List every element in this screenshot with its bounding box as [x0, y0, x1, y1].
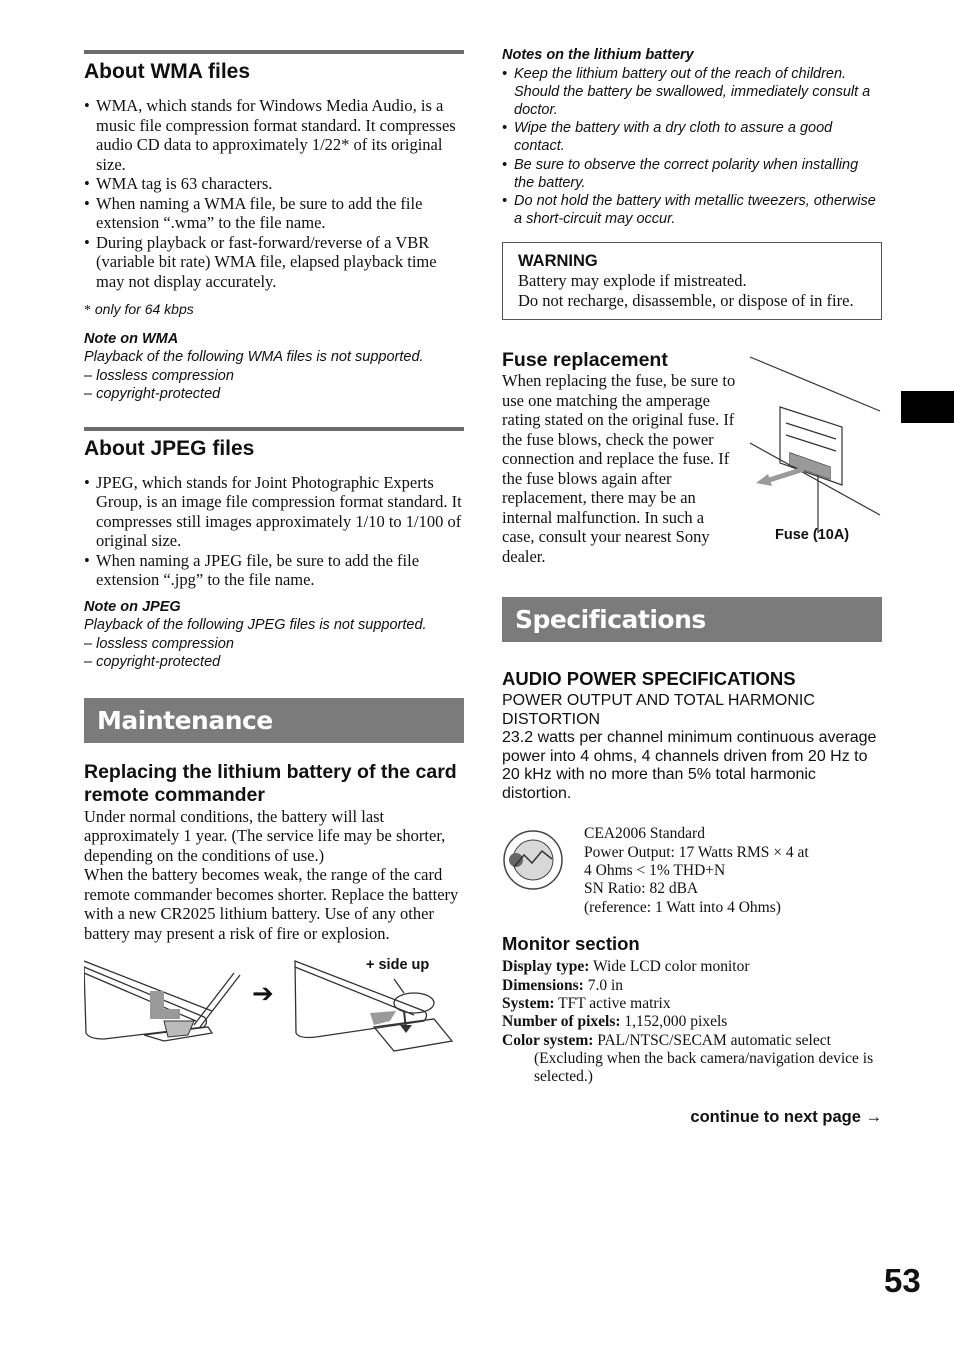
list-item: • Keep the lithium battery out of the reach of children. Should the battery be swallowed, immediately consult a doctor. [502, 65, 882, 120]
note-line: Playback of the following JPEG files is not supported. [84, 617, 427, 633]
cea-block [502, 825, 882, 916]
note-line: – copyright-protected [84, 654, 221, 670]
cea-line: (reference: 1 Watt into 4 Ohms) [584, 898, 781, 916]
spec-label: Number of pixels: [502, 1013, 621, 1031]
battery-illustration [84, 955, 464, 1075]
warning-title: WARNING [518, 252, 598, 271]
battery-paragraph: Under normal conditions, the battery will last approximately 1 year. (The service life may be shorter, depending on the conditions of use.) [84, 806, 446, 865]
list-item: • When naming a WMA file, be sure to add the file extension “.wma” to the file name. [84, 194, 464, 233]
wma-bullet-list [84, 96, 464, 291]
cea-text [584, 825, 809, 916]
fuse-text: When replacing the fuse, be sure to use one matching the amperage rating stated on the original fuse. If the fuse blows, check the power connection and replace the fuse. If the fuse blows again after replacement, there may be an internal malfunction. In such a case, consult your nearest Sony dealer. [502, 371, 736, 566]
spec-row [502, 995, 882, 1013]
jpeg-bullet-list [84, 473, 464, 590]
list-item: • During playback or fast-forward/reverse of a VBR (variable bit rate) WMA file, elapsed playback time may not display accurately. [84, 233, 464, 292]
arrow-right-icon: ➔ [252, 979, 274, 1009]
side-up-label: + side up [366, 957, 430, 973]
lithium-notes [502, 46, 882, 228]
spec-row [502, 977, 882, 995]
spec-note: (Excluding when the back camera/navigation device is selected.) [534, 1049, 874, 1086]
audio-subheading: POWER OUTPUT AND TOTAL HARMONIC DISTORTION [502, 692, 815, 728]
jpeg-heading: About JPEG files [84, 436, 255, 460]
spec-row [502, 1013, 882, 1031]
spec-row [502, 1032, 882, 1050]
spec-value: 7.0 in [583, 976, 624, 994]
spec-row [502, 958, 882, 976]
section-rule [84, 427, 464, 431]
list-item: • WMA, which stands for Windows Media Audio, is a music file compression format standard. It compresses audio CD data to approximately 1/22* of its original size. [84, 96, 464, 174]
note-line: – lossless compression [84, 635, 234, 652]
section-thumb-tab [901, 391, 954, 423]
page-number: 53 [884, 1262, 921, 1299]
notes-title: Notes on the lithium battery [502, 47, 694, 63]
note-title: Note on JPEG [84, 598, 181, 615]
list-item: • WMA tag is 63 characters. [84, 174, 464, 194]
list-item: • Be sure to observe the correct polarity when installing the battery. [502, 156, 882, 192]
cea-line: SN Ratio: 82 dBA [584, 880, 699, 898]
note-line: Playback of the following WMA files is not supported. [84, 349, 424, 365]
wma-footnote [84, 300, 464, 321]
section-rule [84, 50, 464, 54]
monitor-heading: Monitor section [502, 933, 640, 955]
cea-line: Power Output: 17 Watts RMS × 4 at [584, 843, 809, 861]
audio-specs [502, 668, 882, 803]
cea-line: CEA2006 Standard [584, 825, 705, 843]
fuse-label: Fuse (10A) [775, 527, 850, 544]
battery-paragraph: When the battery becomes weak, the range of the card remote commander becomes shorter. Replace the battery with a new CR2025 lithium battery. Use of any other battery may present a risk of fire or explosion. [84, 865, 459, 943]
footnote-text: only for 64 kbps [94, 301, 194, 317]
spec-label: Display type: [502, 958, 590, 976]
wma-note [84, 330, 464, 404]
fuse-section [502, 349, 882, 597]
list-item: • JPEG, which stands for Joint Photographic Experts Group, is an image file compression format standard. It compresses still images approximately 1/10 to 1/100 of original size. [84, 473, 464, 551]
spec-value: PAL/NTSC/SECAM automatic select [593, 1031, 831, 1049]
warning-box [502, 242, 882, 320]
list-item: • Do not hold the battery with metallic tweezers, otherwise a short-circuit may occur. [502, 192, 882, 228]
spec-label: Color system: [502, 1031, 594, 1049]
note-title: Note on WMA [84, 330, 179, 347]
banner-title: Maintenance [97, 705, 273, 735]
battery-subheading: Replacing the lithium battery of the card remote commander [84, 760, 457, 806]
audio-heading: AUDIO POWER SPECIFICATIONS [502, 668, 796, 690]
spec-value: 1,152,000 pixels [620, 1013, 728, 1031]
footnote-mark: * [84, 303, 91, 318]
note-line: – lossless compression [84, 367, 234, 384]
wma-heading: About WMA files [84, 60, 251, 83]
jpeg-note [84, 598, 464, 672]
spec-label: Dimensions: [502, 976, 584, 994]
cea-line: 4 Ohms < 1% THD+N [584, 861, 726, 879]
notes-list [502, 65, 882, 229]
cea-compliance-logo [502, 829, 564, 891]
list-item: • When naming a JPEG file, be sure to add the file extension “.jpg” to the file name. [84, 551, 464, 590]
audio-text: 23.2 watts per channel minimum continuous average power into 4 ohms, 4 channels driven from 20 Hz to 20 kHz with no more than 5% total harmonic distortion. [502, 729, 877, 802]
fuse-heading: Fuse replacement [502, 349, 668, 372]
right-column [502, 46, 882, 1127]
note-line: – copyright-protected [84, 386, 221, 402]
left-column [84, 50, 464, 1075]
spec-value: Wide LCD color monitor [589, 958, 750, 976]
warning-line: Do not recharge, disassemble, or dispose of in fire. [518, 290, 854, 310]
maintenance-banner [84, 698, 464, 743]
continue-link: continue to next page → [690, 1108, 882, 1127]
warning-line: Battery may explode if mistreated. [518, 271, 747, 291]
spec-value: TFT active matrix [554, 994, 671, 1012]
banner-title: Specifications [515, 605, 706, 635]
monitor-section [502, 933, 882, 1086]
fuse-diagram [746, 353, 886, 553]
list-item: • Wipe the battery with a dry cloth to assure a good contact. [502, 119, 882, 155]
spec-label: System: [502, 994, 555, 1012]
battery-replacement-diagram [84, 955, 464, 1075]
specifications-banner [502, 597, 882, 642]
